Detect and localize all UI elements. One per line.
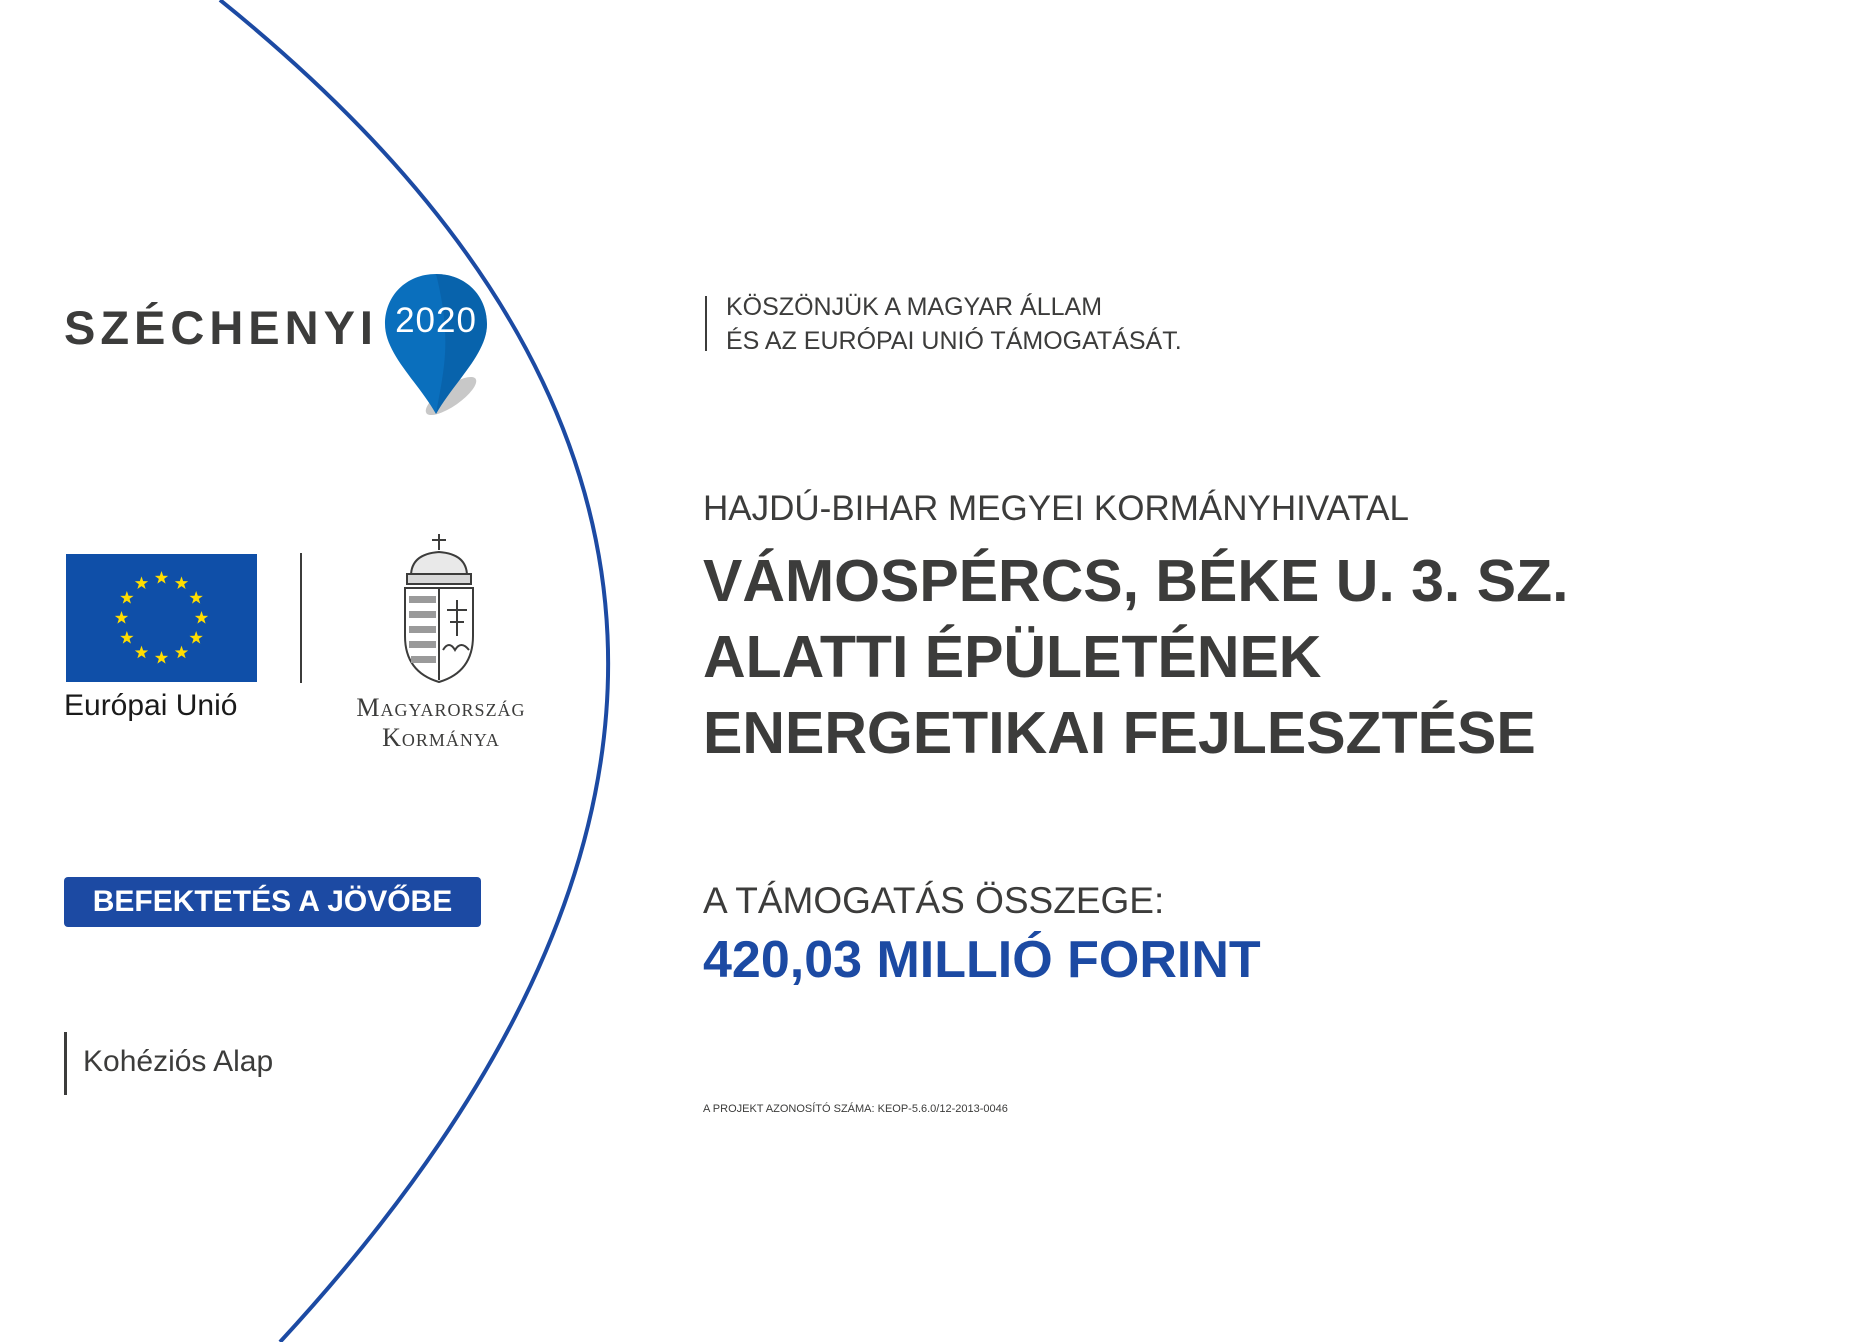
eu-star-icon (189, 631, 202, 644)
amount-value: 420,03 MILLIÓ FORINT (703, 931, 1261, 989)
eu-star-icon (175, 576, 188, 589)
eu-star-icon (135, 646, 148, 659)
eu-star-icon (175, 646, 188, 659)
amount-label: A TÁMOGATÁS ÖSSZEGE: (703, 880, 1165, 921)
thanks-line2: ÉS AZ EURÓPAI UNIÓ TÁMOGATÁSÁT. (726, 327, 1182, 355)
project-id: A PROJEKT AZONOSÍTÓ SZÁMA: KEOP-5.6.0/12-2013-0046 (703, 1103, 1008, 1115)
eu-star-icon (195, 611, 208, 624)
eu-star-icon (135, 576, 148, 589)
eu-stars-icon (66, 554, 257, 682)
eu-star-icon (189, 591, 202, 604)
eu-star-icon (115, 611, 128, 624)
invest-banner: BEFEKTETÉS A JÖVŐBE (64, 877, 481, 927)
coat-of-arms-icon (397, 532, 481, 684)
eu-star-icon (120, 591, 133, 604)
logo-divider (300, 553, 302, 683)
beneficiary-office: HAJDÚ-BIHAR MEGYEI KORMÁNYHIVATAL (703, 489, 1409, 528)
szechenyi-year: 2020 (395, 301, 477, 340)
project-title-line: ALATTI ÉPÜLETÉNEK (703, 624, 1322, 690)
thanks-divider (705, 296, 707, 351)
eu-flag (66, 554, 257, 682)
thanks-line1: KÖSZÖNJÜK A MAGYAR ÁLLAM (726, 293, 1103, 321)
fund-divider (64, 1032, 67, 1095)
eu-label: Európai Unió (64, 689, 238, 722)
government-name-line1: Magyarország (356, 693, 526, 722)
szechenyi-logo-word: SZÉCHENYI (64, 301, 378, 354)
government-name-line2: Kormánya (382, 723, 500, 752)
eu-star-icon (155, 571, 168, 584)
map-pin-icon (383, 272, 493, 422)
fund-label: Kohéziós Alap (83, 1045, 274, 1078)
project-title-line: VÁMOSPÉRCS, BÉKE U. 3. SZ. (703, 548, 1569, 614)
project-title (703, 543, 1569, 771)
eu-star-icon (120, 631, 133, 644)
eu-star-icon (155, 651, 168, 664)
project-title-line: ENERGETIKAI FEJLESZTÉSE (703, 700, 1536, 766)
